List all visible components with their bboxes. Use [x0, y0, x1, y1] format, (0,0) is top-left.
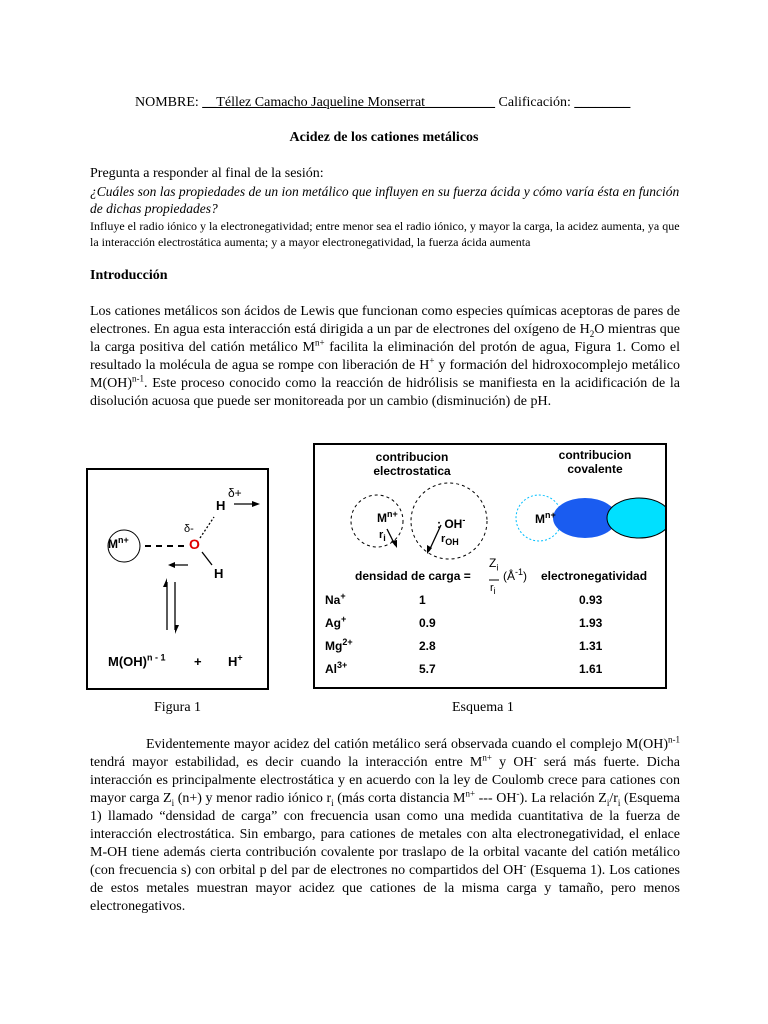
body-paragraph: Evidentemente mayor acidez del catión metálico será observada cuando el complejo M(OH)$^{n-1}$ tendrá mayor estabilidad, es decir cuando la interacción entre $M^{n+}$ y OH- será más fuerte. Dicha interacción es principalmente electrostática y en acuerdo con la ley de Coulomb crece para cationes con mayor carga $Z_i$ (n+) y menor radio iónico $r_i$ (más corta distancia $M^{n+}$ --- OH-). La relación $Z_i/r_i$ (Esquema 1) llamado “densidad de carga” con frecuencia usan como una medida cuantitativa de la fuerza de interacción electrostática. Sin embargo, para cationes de metales con alta electronegatividad, el enlace M-OH tiene además cierta contribución covalente por traslapo de la orbital vacante del catión metálico (con frecuencia s) con orbital p del par de electrones no compartidos del OH- (Esquema 1). Los cationes de estos metales muestran mayor acidez que cationes de la misma carga y tamaño, pero menos electronegativos.	[90, 734, 681, 914]
ion-cell: $Al^{3+}$	[325, 659, 348, 676]
density-cell: 0.9	[419, 615, 436, 630]
fraction-unit: $(Å^{-1})$	[503, 567, 528, 583]
electrostatic-metal-label: $M^{n+}$	[377, 509, 398, 525]
oxygen-label: O	[189, 536, 200, 552]
question-label: Pregunta a responder al final de la sesión:	[90, 166, 324, 181]
product-complex-label: M(OH)$^{n - 1}$	[108, 652, 166, 669]
figure1-caption: Figura 1	[154, 700, 202, 715]
covalent-metal-label: $M^{n+}$	[535, 510, 556, 526]
delta-minus-label: δ-	[184, 523, 194, 535]
table-row	[325, 657, 659, 680]
metal-label: $M^{n+}$	[108, 535, 129, 551]
intro-heading: Introducción	[90, 268, 168, 283]
product-plus: +	[194, 654, 202, 669]
fraction-numerator: $Z_i$	[489, 556, 499, 573]
product-proton-label: H+	[228, 652, 243, 669]
fraction-denominator: $r_i$	[490, 582, 496, 597]
table-row	[325, 588, 659, 611]
header-line	[135, 95, 630, 111]
hydrogen-bottom-label: H	[214, 566, 224, 581]
electronegativity-cell: 1.93	[579, 615, 603, 630]
oh-bond-dotted	[200, 517, 214, 538]
table-row	[325, 611, 659, 634]
density-cell: 2.8	[419, 638, 436, 653]
density-label: densidad de carga =	[355, 569, 471, 583]
question-text: ¿Cuáles son las propiedades de un ion metálico que influyen en su fuerza ácida y cómo varía ésta en función de dichas propiedades?	[90, 184, 680, 216]
orbital-cyan	[607, 498, 665, 538]
hydrogen-top-label: H	[216, 498, 226, 513]
electronegativity-cell: 1.31	[579, 638, 603, 653]
document-title: Acidez de los cationes metálicos	[289, 130, 479, 145]
density-cell: 5.7	[419, 661, 436, 676]
electronegativity-cell: 0.93	[579, 592, 603, 607]
covalent-title: contribucion covalente	[558, 448, 632, 476]
roh-label: $r_{OH}$	[441, 533, 459, 548]
ion-cell: Na+	[325, 590, 346, 607]
answer-text: Influye el radio iónico y la electronegatividad; entre menor sea el radio iónico, y mayor la carga, la acidez aumenta, ya que la interacción electrostática aumenta; y a mayor electronegatividad, la fuerza ácida aumenta	[90, 219, 680, 249]
electronegativity-cell: 1.61	[579, 661, 603, 676]
scheme1-caption: Esquema 1	[452, 700, 514, 715]
table-row	[325, 634, 659, 657]
intro-paragraph: Los cationes metálicos son ácidos de Lewis que funcionan como especies químicas aceptoras de pares de electrones. En agua esta interacción está dirigida a un par de electrones del oxígeno de $H_2O$ mientras que la carga positiva del catión metálico $M^{n+}$ facilita la eliminación del protón de agua, Figura 1. Como el resultado la molécula de agua se rompe con liberación de H+ y formación del hidroxocomplejo metálico M(OH)$^{n-1}$. Este proceso conocido como la reacción de hidrólisis se manifiesta en la acidificación de la disolución acuosa que puede ser monitoreada por un cambio (disminución) de pH.	[90, 304, 681, 409]
name-label: NOMBRE:	[135, 95, 203, 110]
ion-cell: Ag+	[325, 613, 347, 630]
density-cell: 1	[419, 592, 426, 607]
electronegativity-header: electronegatividad	[541, 569, 648, 583]
grade-label: Calificación:	[495, 95, 575, 110]
name-value: __Téllez Camacho Jaqueline Monserrat__________	[202, 95, 496, 110]
hydroxide-label: : OH-	[437, 515, 466, 531]
delta-plus-label: δ+	[228, 486, 242, 500]
ion-table	[325, 588, 659, 680]
oh-bond	[202, 552, 212, 565]
figure1-box	[86, 468, 269, 690]
ion-cell: $Mg^{2+}$	[325, 636, 353, 653]
ri-label: $r_i$	[379, 529, 386, 544]
scheme1-box	[313, 443, 667, 689]
grade-blank: ________	[574, 95, 631, 110]
electrostatic-title: contribucion electrostatica	[373, 450, 451, 478]
